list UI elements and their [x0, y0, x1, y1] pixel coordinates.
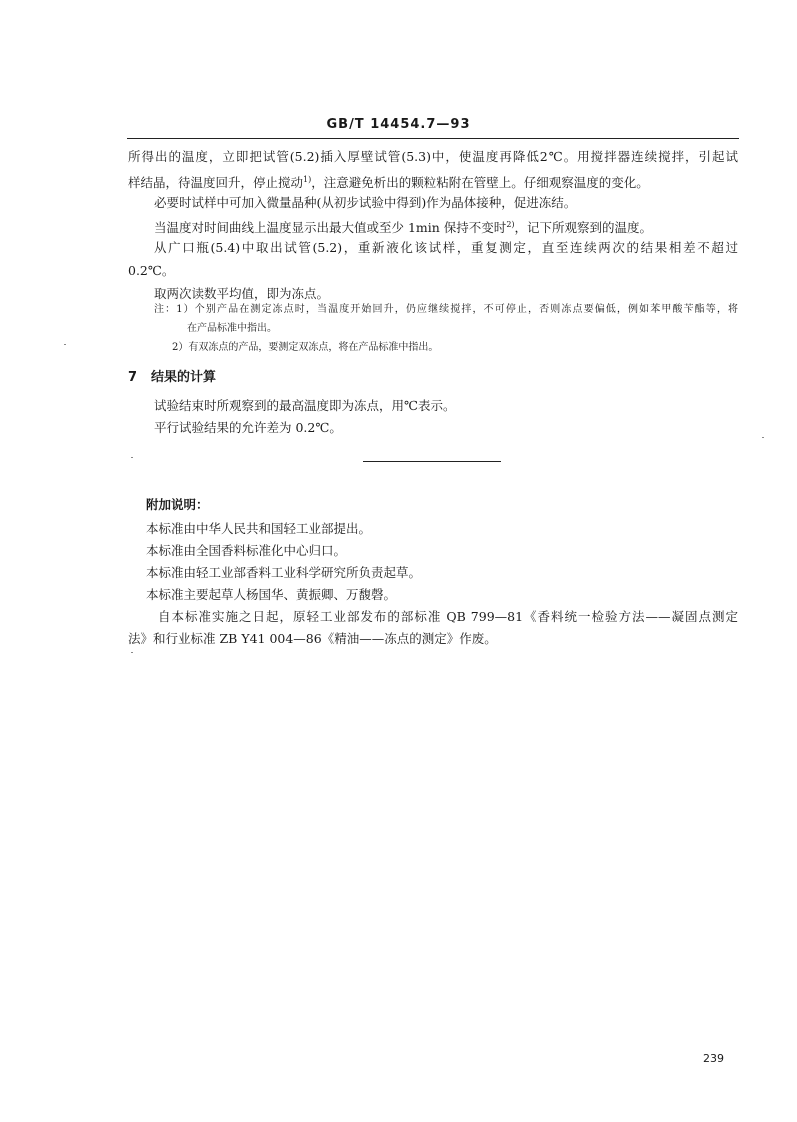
paragraph: 当温度对时间曲线上温度显示出最大值或至少 1min 保持不变时$^{2)}$，记下所观察到的温度。	[154, 220, 653, 236]
appendix-line: 本标准由轻工业部香料工业科学研究所负责起草。	[146, 565, 422, 580]
appendix-line: 本标准由中华人民共和国轻工业部提出。	[146, 521, 372, 536]
appendix-title: 附加说明：	[146, 497, 209, 512]
note-1-cont: 在产品标准中指出。	[187, 323, 277, 334]
paragraph-line: 所得出的温度，立即把试管(5.2)插入厚壁试管(5.3)中，使温度再降低2℃。用搅拌器连续搅拌，引起试	[128, 149, 738, 164]
paragraph-line: 样结晶，待温度回升，停止搅动$^{1)}$，注意避免析出的颗粒粘附在管壁上。仔细观察温度的变化。	[128, 175, 649, 191]
scan-speck	[64, 344, 66, 345]
appendix-line: 本标准主要起草人杨国华、黄振卿、万馥磬。	[146, 587, 397, 602]
scan-speck	[131, 652, 133, 653]
appendix-line: 法》和行业标准 ZB Y41 004—86《精油——冻点的测定》作废。	[128, 631, 497, 646]
paragraph-line: 从广口瓶(5.4)中取出试管(5.2)，重新液化该试样，重复测定，直至连续两次的结果相差不超过	[154, 240, 738, 255]
scan-speck	[762, 437, 764, 438]
header-rule	[127, 138, 739, 139]
document-header: GB/T 14454.7—93	[326, 117, 471, 132]
appendix-line: 自本标准实施之日起，原轻工业部发布的部标准 QB 799—81《香料统一检验方法——凝固点测定	[158, 609, 738, 624]
note-2: 2）有双冻点的产品，要测定双冻点，将在产品标准中指出。	[172, 342, 439, 353]
paragraph: 取两次读数平均值，即为冻点。	[154, 286, 330, 301]
section-7-heading: 7 结果的计算	[128, 370, 217, 385]
section-7-paragraph: 试验结束时所观察到的最高温度即为冻点，用℃表示。	[154, 398, 456, 413]
section-separator	[363, 461, 501, 462]
paragraph-line: 0.2℃。	[128, 263, 175, 278]
scan-speck	[131, 457, 133, 458]
section-7-paragraph: 平行试验结果的允许差为 0.2℃。	[154, 420, 342, 435]
paragraph: 必要时试样中可加入微量晶种(从初步试验中得到)作为晶体接种，促进冻结。	[154, 195, 577, 210]
appendix-line: 本标准由全国香料标准化中心归口。	[146, 543, 347, 558]
note-1: 注：1）个别产品在测定冻点时，当温度开始回升，仍应继续搅拌，不可停止，否则冻点要偏低，例如苯甲酸苄酯等，将	[154, 304, 738, 315]
page-number: 239	[703, 1052, 724, 1065]
